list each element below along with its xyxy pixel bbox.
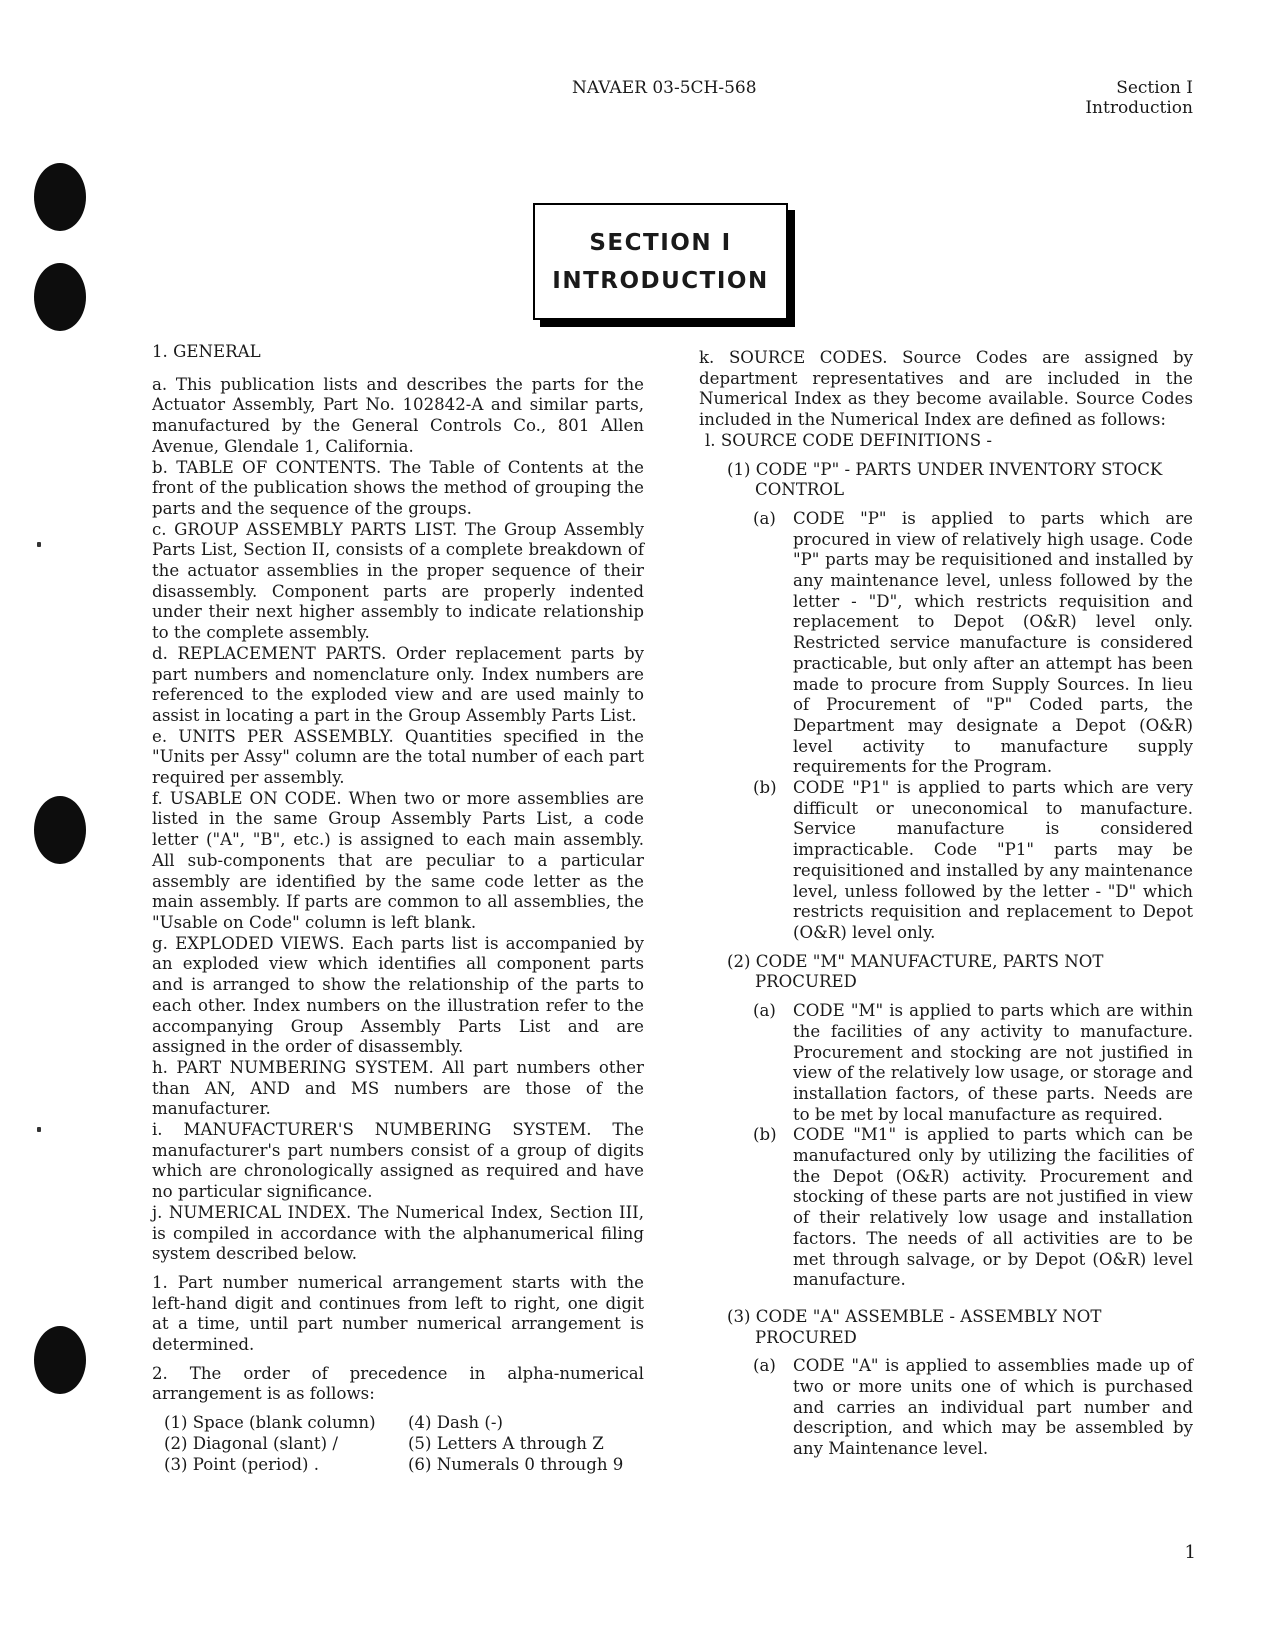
table-cell: (4) Dash (-) (407, 1413, 503, 1433)
item-label: (b) (753, 1125, 777, 1145)
title-line-2: INTRODUCTION (552, 267, 769, 294)
code-a-item-a-text: CODE "A" is applied to assemblies made up of two or more units one of which is purchased and carries an individual part number and description, and which may be assembled by any Maintenance level. (793, 1356, 1193, 1459)
code-m-item-b-text: CODE "M1" is applied to parts which can be manufactured only by utilizing the facilities of the Depot (O&R) activity. Procurement and stocking of these parts are not justified in view of their relatively low usage and installation factors. The needs of all activities are to be met through salvage, or by Depot (O&R) level manufacture. (793, 1125, 1193, 1290)
code-p-item-a-text: CODE "P" is applied to parts which are procured in view of relatively high usage. Code "P" parts may be requisitioned and installed by any maintenance level, unless followed by the letter - "D", which restricts requisition and replacement to Depot (O&R) level only. Restricted service manufacture is considered practicable, but only after an attempt has been made to procure from Supply Sources. In lieu of Procurement of "P" Coded parts, the Department may designate a Depot (O&R) level activity to manufacture supply requirements for the Program. (793, 508, 1193, 777)
document-number: NAVAER 03-5CH-568 (572, 78, 757, 98)
code-m-item-a (699, 1001, 1193, 1125)
section-title-header: Introduction (1085, 98, 1193, 118)
para-e: e. UNITS PER ASSEMBLY. Quantities specified in the "Units per Assy" column are the total number of each part required per assembly. (152, 726, 644, 788)
code-m-heading: (2) CODE "M" MANUFACTURE, PARTS NOT PROCURED (727, 951, 1104, 992)
code-p-item-b-text: CODE "P1" is applied to parts which are very difficult or uneconomical to manufacture. Service manufacture is considered impracticable. Code "P1" parts may be requisitioned and installed by any maintenance level, unless followed by the letter - "D" which restricts requisition and replacement to Depot (O&R) level only. (793, 778, 1193, 942)
item-label: (a) (753, 1356, 776, 1376)
table-cell: (6) Numerals 0 through 9 (407, 1454, 624, 1474)
para-a: a. This publication lists and describes the parts for the Actuator Assembly, Part No. 102842-A and similar parts, manufactured by the General Controls Co., 801 Allen Avenue, Glendale 1, California. (152, 374, 644, 456)
code-a-item-a (699, 1356, 1193, 1460)
margin-mark (37, 542, 41, 547)
page-number: 1 (1184, 1542, 1196, 1563)
margin-mark (37, 1127, 41, 1132)
table-cell: (1) Space (blank column) (164, 1413, 376, 1433)
code-p-item-a (699, 509, 1193, 778)
binder-hole-middle (34, 796, 86, 864)
para-j: j. NUMERICAL INDEX. The Numerical Index, Section III, is compiled in accordance with the alphanumerical filing system described below. (152, 1202, 644, 1264)
table-cell: (5) Letters A through Z (407, 1433, 604, 1453)
item-label: (a) (753, 508, 776, 528)
table-row (152, 1455, 644, 1476)
section-title-box (533, 203, 788, 320)
item-label: (a) (753, 1001, 776, 1021)
table-cell: (2) Diagonal (slant) / (164, 1433, 338, 1453)
left-column (152, 342, 644, 1475)
table-row (152, 1434, 644, 1455)
section-label: Section I (1116, 78, 1193, 98)
para-b: b. TABLE OF CONTENTS. The Table of Contents at the front of the publication shows the method of grouping the parts and the sequence of the groups. (152, 457, 644, 518)
para-h: h. PART NUMBERING SYSTEM. All part numbers other than AN, AND and MS numbers are those of the manufacturer. (152, 1057, 644, 1119)
para-k: k. SOURCE CODES. Source Codes are assigned by department representatives and are included in the Numerical Index as they become available. Source Codes included in the Numerical Index are defined as follows: (699, 348, 1193, 430)
binder-hole-lower (34, 1326, 86, 1394)
code-m-item-a-text: CODE "M" is applied to parts which are within the facilities of any activity to manufacture. Procurement and stocking are not justified in view of the relatively low usage, or storage and installation factors, of these parts. Needs are to be met by local manufacture as required. (793, 1001, 1193, 1124)
table-row (152, 1413, 644, 1434)
para-f: f. USABLE ON CODE. When two or more assemblies are listed in the same Group Assembly Parts List, a code letter ("A", "B", etc.) is assigned to each main assembly. All sub-components that are peculiar to a particular assembly are identified by the same code letter as the main assembly. If parts are common to all assemblies, the "Usable on Code" column is left blank. (152, 788, 644, 932)
item-label: (b) (753, 778, 777, 798)
code-m-item-b (699, 1125, 1193, 1291)
para-g: g. EXPLODED VIEWS. Each parts list is accompanied by an exploded view which identifies all component parts and is arranged to show the relationship of the parts to each other. Index numbers on the illustration refer to the accompanying Group Assembly Parts List and are assigned in the order of disassembly. (152, 933, 644, 1057)
para-i: i. MANUFACTURER'S NUMBERING SYSTEM. The manufacturer's part numbers consist of a group of digits which are chronologically assigned as required and have no particular significance. (152, 1120, 644, 1202)
code-p-heading: (1) CODE "P" - PARTS UNDER INVENTORY STOCK CONTROL (727, 459, 1163, 500)
binder-hole-upper (34, 263, 86, 331)
table-cell: (3) Point (period) . (164, 1454, 319, 1474)
code-a-heading: (3) CODE "A" ASSEMBLE - ASSEMBLY NOT PROCURED (727, 1306, 1102, 1347)
title-line-1: SECTION I (589, 229, 732, 256)
right-column (699, 348, 1193, 1460)
para-d: d. REPLACEMENT PARTS. Order replacement parts by part numbers and nomenclature only. Index numbers are referenced to the exploded view and are used mainly to assist in locating a part in the Group Assembly Parts List. (152, 643, 644, 725)
precedence-table (152, 1413, 644, 1475)
heading-general: 1. GENERAL (152, 342, 261, 361)
source-code-definitions-heading: l. SOURCE CODE DEFINITIONS - (705, 430, 992, 450)
para-c: c. GROUP ASSEMBLY PARTS LIST. The Group Assembly Parts List, Section II, consists of a complete breakdown of the actuator assemblies in the proper sequence of their disassembly. Component parts are properly indented under their next higher assembly to indicate relationship to the complete assembly. (152, 519, 644, 643)
subpara-2: 2. The order of precedence in alpha-numerical arrangement is as follows: (152, 1363, 644, 1404)
code-p-item-b (699, 778, 1193, 944)
binder-hole-top (34, 163, 86, 231)
subpara-1: 1. Part number numerical arrangement starts with the left-hand digit and continues from left to right, one digit at a time, until part number numerical arrangement is determined. (152, 1272, 644, 1355)
